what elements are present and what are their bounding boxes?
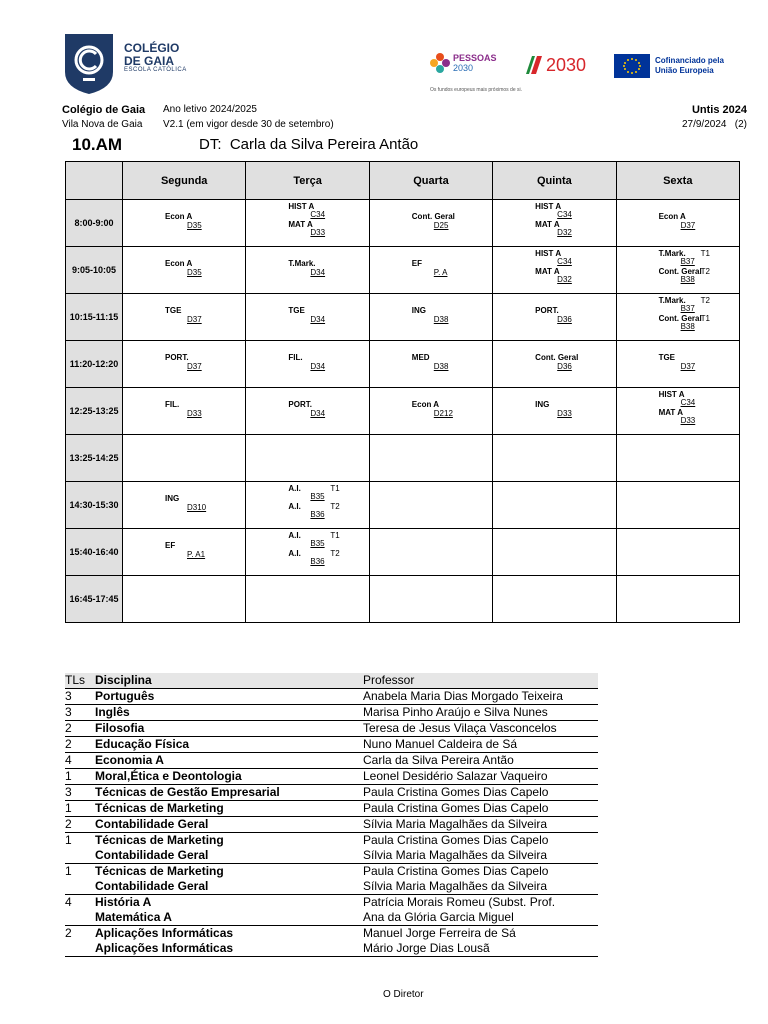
timetable-row: [66, 435, 740, 482]
lesson-subject: TGE: [165, 306, 182, 315]
lesson-room: D33: [310, 228, 326, 237]
lesson-room: D33: [680, 416, 696, 425]
school-year: Ano letivo 2024/2025: [163, 104, 257, 115]
teacher-name: Paula Cristina Gomes Dias Capelo: [363, 864, 549, 878]
subject-teacher: [363, 769, 598, 784]
lesson-subject: A.I.: [288, 484, 301, 493]
discipline-name: Contabilidade Geral: [95, 879, 209, 893]
lesson-cell: [616, 247, 739, 294]
subject-row: [65, 801, 598, 817]
time-slot: 9:05-10:05: [66, 247, 123, 294]
lesson-cell: [616, 576, 739, 623]
school-name: Colégio de Gaia: [62, 104, 146, 116]
subject-tls: 1: [65, 864, 72, 878]
lesson-room: D37: [680, 221, 696, 230]
subject-row: [65, 817, 598, 833]
subject-tls: 1: [65, 801, 72, 815]
lesson-cell: [369, 388, 492, 435]
lesson-cell: [123, 200, 246, 247]
lesson-room: B35: [310, 539, 325, 548]
lesson-turma: T2: [330, 502, 340, 511]
lesson-room: D38: [433, 315, 449, 324]
lesson-room: P. A: [433, 268, 448, 277]
lesson-subject: EF: [411, 259, 423, 268]
timetable-row: [66, 482, 740, 529]
lesson-subject: Cont. Geral: [658, 314, 702, 323]
discipline-name: Aplicações Informáticas: [95, 941, 234, 955]
lesson-subject: ING: [535, 400, 550, 409]
lesson-subject: Cont. Geral: [411, 212, 455, 221]
subject-tls: 4: [65, 753, 72, 767]
header-teacher: Professor: [363, 673, 415, 687]
time-slot: 10:15-11:15: [66, 294, 123, 341]
lesson-turma: T1: [700, 314, 710, 323]
subject-discipline: [95, 817, 363, 832]
lesson-cell: [493, 529, 616, 576]
eu-cofinance-logo: [614, 54, 724, 78]
subject-row: [65, 769, 598, 785]
lesson-cell: [246, 576, 369, 623]
subject-teacher: [363, 689, 598, 704]
time-slot: 14:30-15:30: [66, 482, 123, 529]
logo-line2: DE GAIA: [124, 54, 175, 68]
subject-row: [65, 833, 598, 864]
lesson-cell: [369, 576, 492, 623]
lesson-turma: T2: [700, 296, 710, 305]
subject-teacher: [363, 721, 598, 736]
lesson-room: D37: [187, 362, 202, 371]
lesson-cell: [369, 435, 492, 482]
lesson-cell: [246, 529, 369, 576]
app-version: Untis 2024: [691, 104, 747, 116]
lesson-turma: T2: [700, 267, 710, 276]
lesson-room: D34: [310, 315, 326, 324]
discipline-name: Contabilidade Geral: [95, 848, 209, 862]
day-header: Quarta: [369, 162, 492, 200]
lesson-cell: [246, 200, 369, 247]
lesson-room: D33: [187, 409, 202, 418]
teacher-name: Mário Jorge Dias Lousã: [363, 941, 490, 955]
time-slot: 8:00-9:00: [66, 200, 123, 247]
day-header: Sexta: [616, 162, 739, 200]
subject-tls: 2: [65, 817, 72, 831]
subject-tls: 4: [65, 895, 72, 909]
subject-teacher: [363, 895, 598, 925]
lesson-room: C34: [310, 210, 326, 219]
lesson-cell: [616, 294, 739, 341]
subject-discipline: [95, 785, 363, 800]
lesson-subject: Econ A: [658, 212, 686, 221]
lesson-subject: A.I.: [288, 531, 301, 540]
lesson-cell: [493, 341, 616, 388]
lesson-cell: [493, 200, 616, 247]
lesson-cell: [616, 200, 739, 247]
discipline-name: Educação Física: [95, 737, 190, 751]
lesson-room: C34: [557, 210, 572, 219]
lesson-cell: [123, 576, 246, 623]
lesson-subject: ING: [165, 494, 180, 503]
portugal-2030-logo: [524, 54, 586, 76]
lesson-cell: [493, 388, 616, 435]
lesson-subject: MAT A: [535, 267, 560, 276]
lesson-subject: Econ A: [411, 400, 440, 409]
day-header: Terça: [246, 162, 369, 200]
subject-tls: 3: [65, 689, 72, 703]
subject-row: [65, 737, 598, 753]
subject-discipline: [95, 689, 363, 704]
timetable-row: [66, 529, 740, 576]
pessoas-text: PESSOAS: [453, 53, 497, 63]
logo-line1: COLÉGIO: [124, 41, 180, 55]
lesson-room: D36: [557, 315, 572, 324]
lesson-subject: A.I.: [288, 502, 301, 511]
lesson-cell: [493, 247, 616, 294]
subject-row: [65, 864, 598, 895]
lesson-subject: HIST A: [535, 202, 562, 211]
time-slot: 13:25-14:25: [66, 435, 123, 482]
lesson-cell: [493, 482, 616, 529]
lesson-subject: FIL.: [288, 353, 303, 362]
lesson-subject: TGE: [288, 306, 305, 315]
lesson-room: D310: [187, 503, 207, 512]
lesson-cell: [369, 529, 492, 576]
subject-teacher: [363, 737, 598, 752]
subject-row: [65, 705, 598, 721]
lesson-subject: Cont. Geral: [535, 353, 579, 362]
discipline-name: Português: [95, 689, 155, 703]
portugal-2030-text: 2030: [546, 54, 587, 75]
discipline-name: Matemática A: [95, 910, 172, 924]
subject-row: [65, 926, 598, 957]
version-note: V2.1 (em vigor desde 30 de setembro): [163, 119, 334, 130]
lesson-subject: HIST A: [535, 249, 562, 258]
subject-tls: 1: [65, 769, 72, 783]
lesson-subject: HIST A: [658, 390, 685, 399]
logo-tagline: ESCOLA CATÓLICA: [124, 67, 187, 73]
teacher-name: Marisa Pinho Araújo e Silva Nunes: [363, 705, 548, 719]
lesson-cell: [493, 435, 616, 482]
teacher-name: Patrícia Morais Romeu (Subst. Prof.: [363, 895, 556, 909]
lesson-cell: [246, 247, 369, 294]
timetable: [65, 161, 740, 623]
lesson-subject: PORT.: [165, 353, 189, 362]
lesson-subject: MAT A: [288, 220, 313, 229]
lesson-room: B35: [310, 492, 325, 501]
teacher-name: Paula Cristina Gomes Dias Capelo: [363, 785, 549, 799]
subject-teacher: [363, 785, 598, 800]
subject-teacher: [363, 864, 598, 894]
subject-teacher: [363, 817, 598, 832]
lesson-subject: T.Mark.: [288, 259, 316, 268]
time-slot: 12:25-13:25: [66, 388, 123, 435]
lesson-room: D35: [187, 221, 202, 230]
lesson-subject: Econ A: [165, 212, 193, 221]
lesson-cell: [493, 576, 616, 623]
director-signature-label: O Diretor: [383, 989, 424, 1000]
timetable-header-row: [66, 162, 740, 200]
lesson-cell: [369, 294, 492, 341]
subject-tls: 1: [65, 833, 72, 847]
lesson-cell: [369, 247, 492, 294]
lesson-room: B38: [680, 322, 695, 331]
lesson-subject: PORT.: [535, 306, 559, 315]
lesson-cell: [369, 200, 492, 247]
school-city: Vila Nova de Gaia: [62, 119, 143, 130]
subject-discipline: [95, 737, 363, 752]
lesson-cell: [616, 341, 739, 388]
lesson-subject: Cont. Geral: [658, 267, 702, 276]
lesson-subject: MAT A: [535, 220, 560, 229]
subject-teacher: [363, 801, 598, 816]
subject-discipline: [95, 769, 363, 784]
lesson-subject: Econ A: [165, 259, 193, 268]
teacher-name: Sílvia Maria Magalhães da Silveira: [363, 879, 548, 893]
eu-line2: União Europeia: [655, 66, 714, 75]
subject-teacher: [363, 926, 598, 956]
lesson-room: D36: [557, 362, 572, 371]
subject-row: [65, 689, 598, 705]
lesson-room: P. A1: [187, 550, 206, 559]
lesson-room: D32: [557, 228, 572, 237]
lesson-cell: [246, 482, 369, 529]
header-discipline: Disciplina: [95, 673, 152, 687]
lesson-turma: T1: [330, 531, 340, 540]
lesson-room: B37: [680, 257, 695, 266]
header-tls: TLs: [65, 673, 86, 687]
lesson-room: D37: [680, 362, 696, 371]
subject-row: [65, 721, 598, 737]
lesson-room: B36: [310, 557, 325, 566]
corner-cell: [66, 162, 123, 200]
lesson-subject: ING: [411, 306, 427, 315]
discipline-name: Economia A: [95, 753, 164, 767]
lesson-room: D25: [433, 221, 449, 230]
discipline-name: Técnicas de Marketing: [95, 833, 224, 847]
teacher-name: Leonel Desidério Salazar Vaqueiro: [363, 769, 548, 783]
pessoas-flower-icon: [430, 52, 450, 74]
lesson-turma: T1: [700, 249, 710, 258]
lesson-room: D38: [433, 362, 449, 371]
lesson-room: D35: [187, 268, 202, 277]
lesson-room: D33: [557, 409, 572, 418]
discipline-name: Técnicas de Gestão Empresarial: [95, 785, 280, 799]
subject-discipline: [95, 801, 363, 816]
lesson-cell: [493, 294, 616, 341]
eu-flag-icon: [614, 54, 650, 78]
lesson-cell: [369, 341, 492, 388]
timetable-row: [66, 247, 740, 294]
discipline-name: Filosofia: [95, 721, 145, 735]
subject-tls: 3: [65, 705, 72, 719]
lesson-subject: FIL.: [165, 400, 180, 409]
lesson-cell: [123, 435, 246, 482]
lesson-room: C34: [680, 398, 696, 407]
timetable-row: [66, 294, 740, 341]
lesson-cell: [246, 388, 369, 435]
lesson-room: B38: [680, 275, 695, 284]
class-director: DT: Carla da Silva Pereira Antão: [199, 136, 419, 153]
lesson-room: B37: [680, 304, 695, 313]
lesson-subject: HIST A: [288, 202, 315, 211]
lesson-room: D34: [310, 362, 326, 371]
subject-tls: 3: [65, 785, 72, 799]
lesson-room: C34: [557, 257, 572, 266]
subject-row: [65, 785, 598, 801]
timetable-row: [66, 388, 740, 435]
lesson-cell: [616, 388, 739, 435]
teacher-name: Carla da Silva Pereira Antão: [363, 753, 514, 767]
subject-tls: 2: [65, 737, 72, 751]
lesson-subject: TGE: [658, 353, 676, 362]
teacher-name: Anabela Maria Dias Morgado Teixeira: [363, 689, 563, 703]
subject-discipline: [95, 864, 363, 894]
timetable-row: [66, 200, 740, 247]
subject-discipline: [95, 833, 363, 863]
teacher-name: Teresa de Jesus Vilaça Vasconcelos: [363, 721, 557, 735]
portugal-flag-icon: [524, 54, 544, 76]
teacher-name: Paula Cristina Gomes Dias Capelo: [363, 833, 549, 847]
lesson-cell: [123, 529, 246, 576]
subject-tls: 2: [65, 721, 72, 735]
lesson-cell: [123, 341, 246, 388]
lesson-cell: [123, 388, 246, 435]
subject-row: [65, 895, 598, 926]
lesson-room: D34: [310, 268, 326, 277]
lesson-cell: [246, 435, 369, 482]
lesson-subject: PORT.: [288, 400, 312, 409]
lesson-subject: MAT A: [658, 408, 683, 417]
fund-note: Os fundos europeus mais próximos de si.: [430, 87, 522, 93]
teacher-name: Paula Cristina Gomes Dias Capelo: [363, 801, 549, 815]
day-header: Quinta: [493, 162, 616, 200]
day-header: Segunda: [123, 162, 246, 200]
time-slot: 11:20-12:20: [66, 341, 123, 388]
lesson-turma: T1: [330, 484, 340, 493]
subject-list-header: [65, 673, 598, 689]
teacher-name: Sílvia Maria Magalhães da Silveira: [363, 848, 548, 862]
lesson-cell: [616, 482, 739, 529]
subject-teacher: [363, 753, 598, 768]
discipline-name: Aplicações Informáticas: [95, 926, 234, 940]
lesson-room: B36: [310, 510, 325, 519]
eu-line1: Cofinanciado pela: [655, 56, 724, 65]
lesson-turma: T2: [330, 549, 340, 558]
logo-school-name: [124, 42, 179, 68]
lesson-subject: A.I.: [288, 549, 301, 558]
school-logo-shield: [63, 32, 115, 96]
subject-discipline: [95, 926, 363, 956]
discipline-name: Inglês: [95, 705, 130, 719]
lesson-subject: EF: [165, 541, 176, 550]
lesson-cell: [246, 341, 369, 388]
subject-row: [65, 753, 598, 769]
lesson-cell: [123, 247, 246, 294]
subject-tls: 2: [65, 926, 72, 940]
discipline-name: Técnicas de Marketing: [95, 801, 224, 815]
subject-teacher: [363, 833, 598, 863]
pessoas-year: 2030: [453, 63, 474, 73]
teacher-name: Ana da Glória Garcia Miguel: [363, 910, 514, 924]
teacher-name: Nuno Manuel Caldeira de Sá: [363, 737, 518, 751]
lesson-room: D212: [433, 409, 453, 418]
subject-discipline: [95, 895, 363, 925]
discipline-name: Moral,Ética e Deontologia: [95, 769, 242, 783]
lesson-room: D37: [187, 315, 202, 324]
lesson-room: D34: [310, 409, 326, 418]
lesson-cell: [616, 435, 739, 482]
lesson-cell: [369, 482, 492, 529]
class-name: 10.AM: [72, 135, 123, 154]
discipline-name: História A: [95, 895, 152, 909]
subject-discipline: [95, 721, 363, 736]
timetable-row: [66, 576, 740, 623]
lesson-cell: [246, 294, 369, 341]
lesson-room: D32: [557, 275, 572, 284]
discipline-name: Contabilidade Geral: [95, 817, 209, 831]
lesson-subject: T.Mark.: [658, 296, 686, 305]
time-slot: 15:40-16:40: [66, 529, 123, 576]
lesson-cell: [616, 529, 739, 576]
pessoas-2030-logo: [430, 52, 497, 74]
subject-discipline: [95, 705, 363, 720]
print-date: 27/9/2024 (2): [681, 119, 747, 130]
timetable-row: [66, 341, 740, 388]
teacher-name: Sílvia Maria Magalhães da Silveira: [363, 817, 548, 831]
subject-list: [65, 673, 598, 957]
lesson-subject: T.Mark.: [658, 249, 686, 258]
discipline-name: Técnicas de Marketing: [95, 864, 224, 878]
lesson-cell: [123, 482, 246, 529]
lesson-cell: [123, 294, 246, 341]
subject-discipline: [95, 753, 363, 768]
lesson-subject: MED: [411, 353, 430, 362]
subject-teacher: [363, 705, 598, 720]
teacher-name: Manuel Jorge Ferreira de Sá: [363, 926, 516, 940]
time-slot: 16:45-17:45: [66, 576, 123, 623]
